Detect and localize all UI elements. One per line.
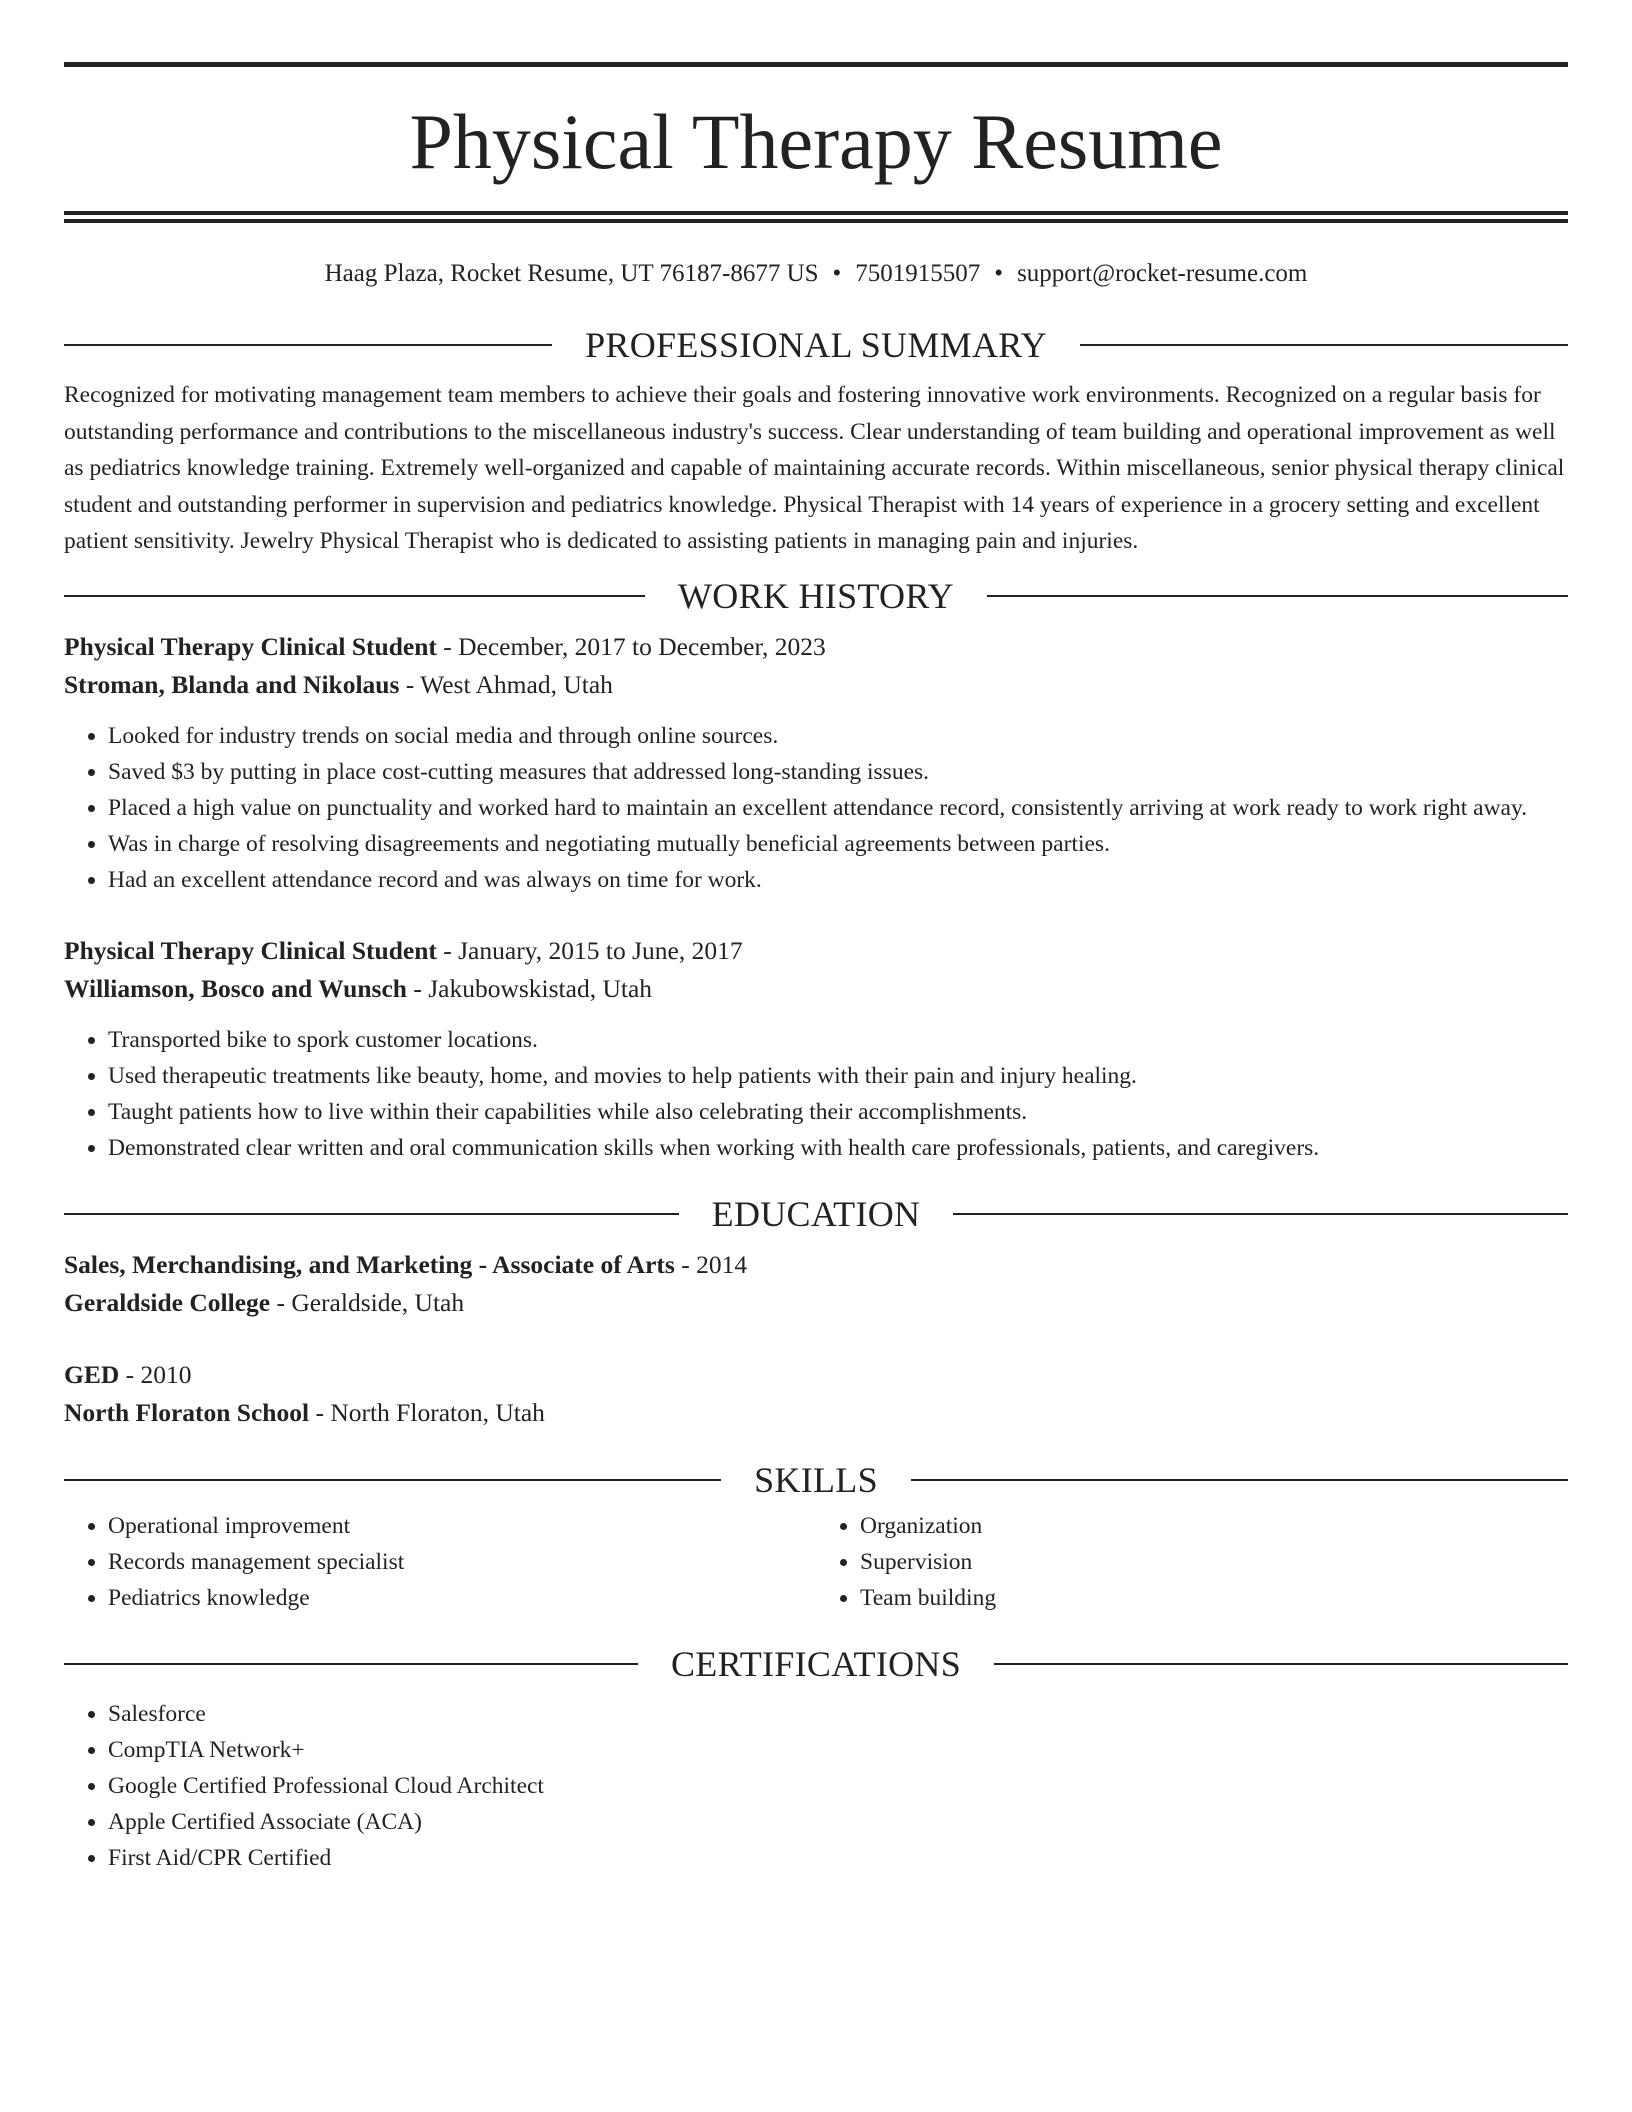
contact-phone: 7501915507	[855, 260, 981, 287]
contact-separator: •	[832, 260, 842, 287]
job-title: Physical Therapy Clinical Student	[64, 631, 437, 661]
title-double-rule	[64, 211, 1568, 223]
section-title: EDUCATION	[711, 1193, 921, 1234]
skill-item: • Organization	[860, 1508, 1568, 1544]
list-item: • Transported bike to spork customer locations.	[108, 1022, 1568, 1058]
skills-grid	[64, 1508, 1568, 1616]
section-heading-work-history	[64, 575, 1568, 616]
job-dates: - January, 2015 to June, 2017	[436, 935, 743, 965]
education-school-line	[64, 1394, 1568, 1432]
skill-item: • Records management specialist	[108, 1544, 816, 1580]
list-item: • Was in charge of resolving disagreements and negotiating mutually beneficial agreements between parties.	[108, 826, 1568, 862]
heading-rule	[64, 595, 645, 597]
education-degree: Sales, Merchandising, and Marketing - Associate of Arts	[64, 1249, 675, 1279]
job-company: Stroman, Blanda and Nikolaus	[64, 669, 400, 699]
certification-item: • First Aid/CPR Certified	[108, 1840, 1568, 1876]
certification-item: • Salesforce	[108, 1696, 1568, 1732]
section-heading-skills	[64, 1459, 1568, 1500]
job-company-line	[64, 666, 1568, 704]
heading-rule	[64, 1213, 679, 1215]
list-item: • Saved $3 by putting in place cost-cutting measures that addressed long-standing issues.	[108, 754, 1568, 790]
education-location: - North Floraton, Utah	[309, 1397, 545, 1427]
section-title: PROFESSIONAL SUMMARY	[585, 325, 1047, 365]
education-degree-line	[64, 1246, 1568, 1284]
job-bullets	[64, 1022, 1568, 1166]
list-item: • Demonstrated clear written and oral communication skills when working with health care professionals, patients, and caregivers.	[108, 1130, 1568, 1166]
education-entry	[64, 1246, 1568, 1322]
education-degree-line	[64, 1356, 1568, 1394]
list-item: • Taught patients how to live within their capabilities while also celebrating their accomplishments.	[108, 1094, 1568, 1130]
list-item: • Had an excellent attendance record and was always on time for work.	[108, 862, 1568, 898]
education-school: Geraldside College	[64, 1287, 271, 1317]
job-entry	[64, 628, 1568, 898]
certification-item: • Apple Certified Associate (ACA)	[108, 1804, 1568, 1840]
heading-rule	[64, 1663, 638, 1665]
job-bullets	[64, 718, 1568, 898]
contact-line	[64, 259, 1568, 289]
contact-address: Haag Plaza, Rocket Resume, UT 76187-8677 US	[324, 260, 819, 287]
job-location: - West Ahmad, Utah	[399, 669, 613, 699]
section-title: CERTIFICATIONS	[670, 1643, 962, 1684]
job-title-line	[64, 932, 1568, 970]
certifications-list	[64, 1696, 1568, 1876]
certification-item: • Google Certified Professional Cloud Architect	[108, 1768, 1568, 1804]
heading-rule	[64, 344, 552, 346]
education-school-line	[64, 1284, 1568, 1322]
section-heading-summary	[64, 327, 1568, 363]
top-rule	[64, 62, 1568, 67]
section-heading-education	[64, 1193, 1568, 1234]
job-location: - Jakubowskistad, Utah	[406, 973, 653, 1003]
education-degree: GED	[64, 1359, 120, 1389]
skills-list-right	[816, 1508, 1568, 1616]
list-item: • Used therapeutic treatments like beauty, home, and movies to help patients with their pain and injury healing.	[108, 1058, 1568, 1094]
education-location: - Geraldside, Utah	[270, 1287, 465, 1317]
heading-rule	[994, 1663, 1568, 1665]
education-school: North Floraton School	[64, 1397, 310, 1427]
education-year: - 2014	[674, 1249, 748, 1279]
heading-rule	[987, 595, 1568, 597]
summary-text: Recognized for motivating management team members to achieve their goals and fostering innovative work environments. Recognized on a regular basis for outstanding performance and contributions to the miscellaneous industry's success. Clear understanding of team building and operational improvement as well as pediatrics knowledge training. Extremely well-organized and capable of maintaining accurate records. Within miscellaneous, senior physical therapy clinical student and outstanding performer in supervision and pediatrics knowledge. Physical Therapist with 14 years of experience in a grocery setting and excellent patient sensitivity. Jewelry Physical Therapist who is dedicated to assisting patients in managing pain and injuries.	[64, 382, 1565, 554]
resume-title: Physical Therapy Resume	[409, 98, 1223, 185]
education-entry	[64, 1356, 1568, 1432]
education-year: - 2010	[119, 1359, 192, 1389]
job-company-line	[64, 970, 1568, 1008]
section-title: WORK HISTORY	[678, 575, 954, 616]
job-entry	[64, 932, 1568, 1166]
heading-rule	[1080, 344, 1568, 346]
skill-item: • Pediatrics knowledge	[108, 1580, 816, 1616]
list-item: • Looked for industry trends on social media and through online sources.	[108, 718, 1568, 754]
contact-separator: •	[994, 260, 1004, 287]
heading-rule	[953, 1213, 1568, 1215]
job-title: Physical Therapy Clinical Student	[64, 935, 437, 965]
heading-rule	[64, 1479, 721, 1481]
job-company: Williamson, Bosco and Wunsch	[64, 973, 407, 1003]
heading-rule	[911, 1479, 1568, 1481]
skill-item: • Operational improvement	[108, 1508, 816, 1544]
section-heading-certifications	[64, 1643, 1568, 1684]
section-title: SKILLS	[754, 1459, 878, 1500]
skill-item: • Supervision	[860, 1544, 1568, 1580]
skill-item: • Team building	[860, 1580, 1568, 1616]
certification-item: • CompTIA Network+	[108, 1732, 1568, 1768]
job-dates: - December, 2017 to December, 2023	[436, 631, 826, 661]
contact-email: support@rocket-resume.com	[1017, 260, 1308, 287]
job-title-line	[64, 628, 1568, 666]
skills-list-left	[64, 1508, 816, 1616]
list-item: • Placed a high value on punctuality and worked hard to maintain an excellent attendance record, consistently arriving at work ready to work right away.	[108, 790, 1568, 826]
